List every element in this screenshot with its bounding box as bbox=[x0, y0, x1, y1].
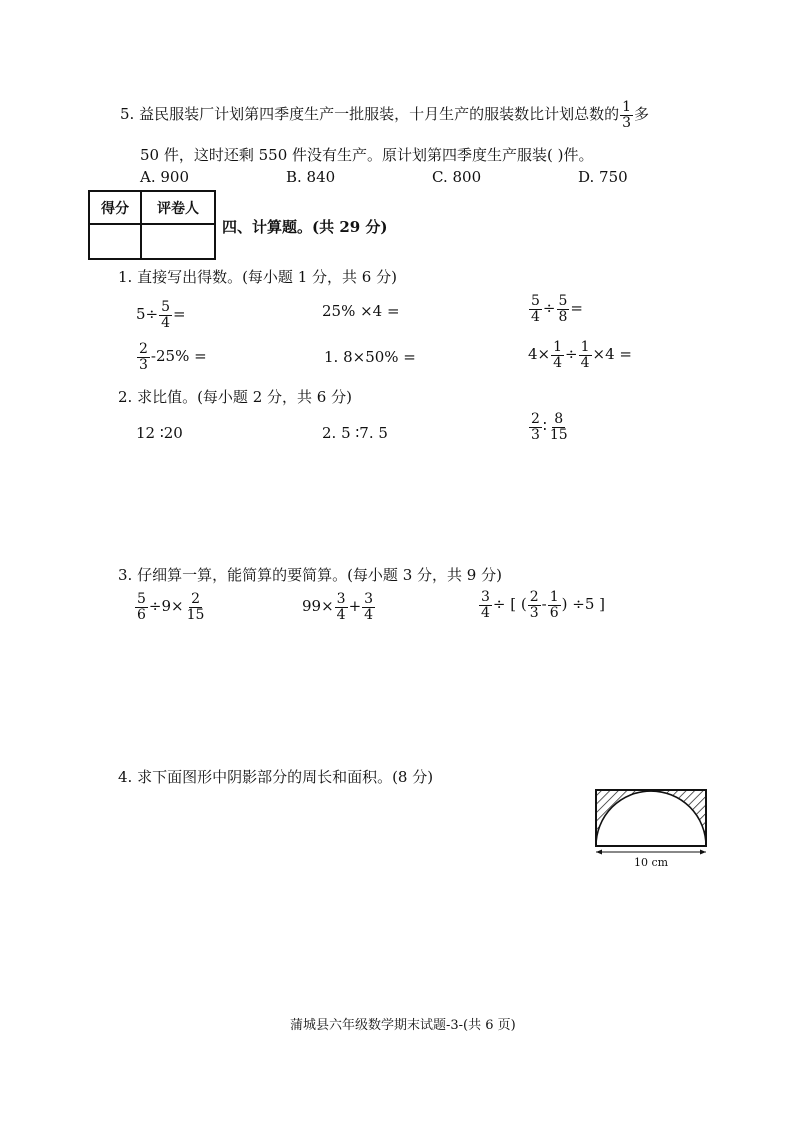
q5-frac-num: 1 bbox=[622, 99, 632, 115]
q5-line1-text: 5. 益民服装厂计划第四季度生产一批服装，十月生产的服装数比计划总数的 bbox=[120, 105, 620, 124]
q5-option-c: C. 800 bbox=[432, 168, 482, 186]
p3-i3-num3: 1 bbox=[549, 589, 559, 605]
p1-i1-den: 4 bbox=[161, 314, 171, 331]
p1-i4-den: 3 bbox=[139, 356, 148, 373]
p1-i1-num: 5 bbox=[161, 299, 171, 315]
p3-i2-a: 99× bbox=[302, 597, 334, 616]
p3-i3-den3: 6 bbox=[549, 604, 559, 621]
p1-i1-frac bbox=[159, 300, 172, 330]
p3-i2-op: + bbox=[348, 597, 362, 616]
p3-i3-b: ÷ [ ( bbox=[492, 595, 527, 614]
p2-i3-num2: 8 bbox=[554, 411, 564, 427]
p3-i3-frac2 bbox=[528, 590, 541, 620]
p1-i4-b: -25% = bbox=[150, 347, 207, 366]
p1-item4 bbox=[136, 342, 207, 372]
p3-i1-mid: ÷9× bbox=[148, 597, 184, 616]
p3-i3-num1: 3 bbox=[481, 589, 490, 605]
p3-i2-frac2 bbox=[362, 592, 375, 622]
p1-item1 bbox=[136, 300, 186, 330]
p1-i3-den1: 4 bbox=[531, 308, 540, 325]
p4-title: 4. 求下面图形中阴影部分的周长和面积。(8 分) bbox=[118, 768, 434, 786]
p1-i6-den1: 4 bbox=[553, 354, 563, 371]
p3-i2-den2: 4 bbox=[364, 606, 374, 623]
p1-i6-num1: 1 bbox=[553, 339, 563, 355]
p3-item3 bbox=[478, 590, 605, 620]
q5-option-d: D. 750 bbox=[578, 168, 628, 186]
p1-i1-a: 5÷ bbox=[136, 305, 159, 324]
q5-frac-den: 3 bbox=[622, 114, 632, 131]
p1-i3-num1: 5 bbox=[531, 293, 540, 309]
p3-title: 3. 仔细算一算，能简算的要简算。(每小题 3 分，共 9 分) bbox=[118, 566, 502, 584]
p1-i6-den2: 4 bbox=[580, 354, 590, 371]
q5-fraction bbox=[620, 100, 633, 130]
p2-i3-num1: 2 bbox=[531, 411, 540, 427]
p1-item3 bbox=[528, 294, 583, 324]
arrow-left-icon bbox=[596, 850, 602, 855]
grader-cell[interactable] bbox=[142, 225, 214, 258]
p3-i3-den1: 4 bbox=[481, 604, 490, 621]
shaded-semicircle-figure bbox=[586, 780, 716, 870]
p3-i3-den2: 3 bbox=[529, 604, 539, 621]
p1-i3-den2: 8 bbox=[558, 308, 568, 325]
q5-line1 bbox=[120, 100, 649, 130]
figure-label: 10 cm bbox=[633, 856, 669, 869]
p1-i6-a: 4× bbox=[528, 345, 551, 364]
p3-i1-den1: 6 bbox=[137, 606, 146, 623]
p1-i6-num2: 1 bbox=[580, 339, 590, 355]
p2-i3-op: ∶ bbox=[542, 417, 547, 436]
p3-i3-num2: 2 bbox=[529, 589, 539, 605]
p3-i1-num2: 2 bbox=[191, 591, 200, 607]
p3-item2 bbox=[302, 592, 376, 622]
p3-i1-num1: 5 bbox=[137, 591, 146, 607]
p3-i1-frac2 bbox=[185, 592, 207, 622]
q5-option-a: A. 900 bbox=[140, 168, 189, 186]
p3-i1-frac1 bbox=[135, 592, 148, 622]
p3-item1 bbox=[134, 592, 207, 622]
score-cell[interactable] bbox=[90, 225, 142, 258]
q5-option-b: B. 840 bbox=[286, 168, 336, 186]
section4-title: 四、计算题。(共 29 分) bbox=[222, 218, 388, 236]
score-table bbox=[88, 190, 216, 260]
p3-i2-num1: 3 bbox=[336, 591, 346, 607]
p2-title: 2. 求比值。(每小题 2 分，共 6 分) bbox=[118, 388, 352, 406]
p1-i3-op: ÷ bbox=[542, 299, 556, 318]
arrow-right-icon bbox=[700, 850, 706, 855]
score-header: 得分 bbox=[90, 192, 142, 225]
p3-i2-num2: 3 bbox=[364, 591, 374, 607]
p1-i6-frac1 bbox=[551, 340, 564, 370]
p1-i3-eq: = bbox=[570, 299, 583, 318]
p2-i3-frac1 bbox=[529, 412, 542, 442]
grader-header: 评卷人 bbox=[142, 192, 214, 225]
p3-i2-frac1 bbox=[335, 592, 348, 622]
p1-i6-b: ×4 = bbox=[592, 345, 632, 364]
p1-i3-frac1 bbox=[529, 294, 542, 324]
p3-i1-den2: 15 bbox=[186, 606, 205, 623]
p3-i2-den1: 4 bbox=[336, 606, 346, 623]
p2-i3-frac2 bbox=[548, 412, 570, 442]
p3-i3-frac1 bbox=[479, 590, 492, 620]
q5-line1-end: 多 bbox=[634, 105, 650, 124]
p1-i6-op: ÷ bbox=[565, 345, 578, 364]
p1-i6-frac2 bbox=[579, 340, 592, 370]
p1-i4-frac bbox=[137, 342, 150, 372]
p1-item5: 1. 8×50% = bbox=[324, 348, 416, 366]
p2-item1: 12 ∶20 bbox=[136, 424, 183, 442]
p1-i4-num: 2 bbox=[139, 341, 148, 357]
p2-i3-den2: 15 bbox=[549, 426, 568, 443]
p1-item6 bbox=[528, 340, 632, 370]
p1-title: 1. 直接写出得数。(每小题 1 分，共 6 分) bbox=[118, 268, 397, 286]
p2-item3 bbox=[528, 412, 571, 442]
p3-i3-frac3 bbox=[548, 590, 561, 620]
p3-i3-c: ) ÷5 ] bbox=[561, 595, 606, 614]
p1-item2: 25% ×4 = bbox=[322, 302, 400, 320]
q5-line2: 50 件，这时还剩 550 件没有生产。原计划第四季度生产服装( )件。 bbox=[140, 146, 594, 164]
p1-i1-b: = bbox=[173, 305, 186, 324]
p2-i3-den1: 3 bbox=[531, 426, 540, 443]
p1-i3-num2: 5 bbox=[558, 293, 568, 309]
p2-item2: 2. 5 ∶7. 5 bbox=[322, 424, 388, 442]
page-footer: 蒲城县六年级数学期末试题-3-(共 6 页) bbox=[290, 1018, 516, 1033]
p3-i3-op: - bbox=[541, 595, 547, 614]
p1-i3-frac2 bbox=[557, 294, 570, 324]
